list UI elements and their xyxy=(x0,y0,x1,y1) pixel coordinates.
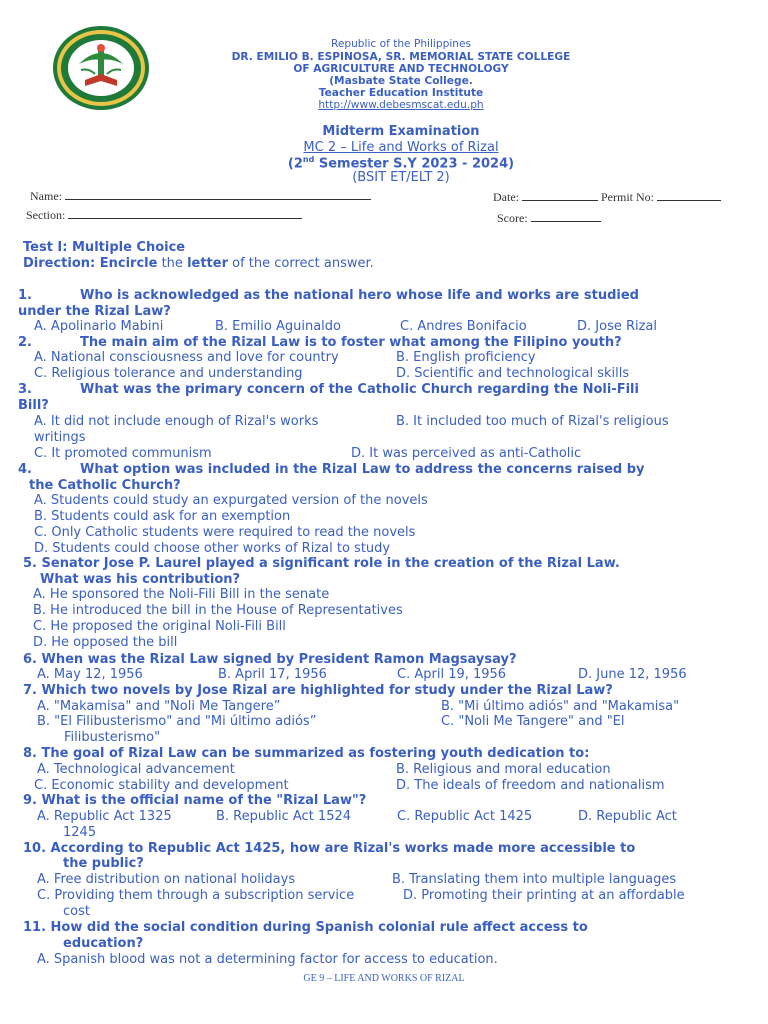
q6-text: 6. When was the Rizal Law signed by President Ramon Magsaysay? xyxy=(23,652,517,667)
q3-option-d[interactable]: D. It was perceived as anti-Catholic xyxy=(351,446,582,461)
q5-option-b[interactable]: B. He introduced the bill in the House of Representatives xyxy=(33,603,403,618)
header-college-line2: OF AGRICULTURE AND TECHNOLOGY xyxy=(293,63,509,75)
q10-text-line2: the public? xyxy=(63,856,144,871)
score-field: Score: xyxy=(497,211,601,226)
q4-option-b[interactable]: B. Students could ask for an exemption xyxy=(34,509,291,524)
header-url-link[interactable]: http://www.debesmscat.edu.ph xyxy=(318,99,484,111)
q6-option-a[interactable]: A. May 12, 1956 xyxy=(37,667,143,682)
header-college: DR. EMILIO B. ESPINOSA, SR. MEMORIAL STATE COLLEGE xyxy=(231,51,571,63)
q5-text: 5. Senator Jose P. Laurel played a significant role in the creation of the Rizal Law. xyxy=(23,556,620,571)
q3-option-b[interactable]: B. It included too much of Rizal's religious xyxy=(396,414,669,429)
q11-text: 11. How did the social condition during Spanish colonial rule affect access to xyxy=(23,920,588,935)
q2-number: 2. xyxy=(18,335,32,350)
q1-option-c[interactable]: C. Andres Bonifacio xyxy=(400,319,527,334)
q4-text: What option was included in the Rizal Law to address the concerns raised by xyxy=(80,462,645,477)
q10-option-a[interactable]: A. Free distribution on national holidays xyxy=(37,872,296,887)
q7-option-b[interactable]: B. "Mi último adiós" and "Makamisa" xyxy=(441,699,680,714)
name-input-line[interactable] xyxy=(65,189,371,200)
q5-option-d[interactable]: D. He opposed the bill xyxy=(33,635,178,650)
q6-option-c[interactable]: C. April 19, 1956 xyxy=(397,667,507,682)
q9-option-d-cont: 1245 xyxy=(63,825,97,840)
section-field: Section: xyxy=(26,208,302,223)
q11-option-a[interactable]: A. Spanish blood was not a determining factor for access to education. xyxy=(37,952,498,967)
q8-option-b[interactable]: B. Religious and moral education xyxy=(396,762,611,777)
q6-option-d[interactable]: D. June 12, 1956 xyxy=(578,667,687,682)
q5-option-c[interactable]: C. He proposed the original Noli-Fili Bill xyxy=(33,619,286,634)
q2-option-d[interactable]: D. Scientific and technological skills xyxy=(396,366,630,381)
name-field: Name: xyxy=(30,189,371,204)
test-direction: Direction: Encircle the letter of the correct answer. xyxy=(23,256,374,271)
q3-number: 3. xyxy=(18,382,32,397)
q3-option-a[interactable]: A. It did not include enough of Rizal's works xyxy=(34,414,319,429)
q10-option-d[interactable]: D. Promoting their printing at an affordable xyxy=(403,888,685,903)
q4-text-line2: the Catholic Church? xyxy=(29,478,181,493)
q7-option-a[interactable]: A. "Makamisa" and "Noli Me Tangere” xyxy=(37,699,281,714)
q2-option-a[interactable]: A. National consciousness and love for country xyxy=(34,350,339,365)
q1-text-line2: under the Rizal Law? xyxy=(18,304,171,319)
test-title: Test I: Multiple Choice xyxy=(23,240,186,255)
q4-number: 4. xyxy=(18,462,32,477)
score-input-line[interactable] xyxy=(531,211,601,222)
q1-option-b[interactable]: B. Emilio Aguinaldo xyxy=(215,319,342,334)
q4-option-c[interactable]: C. Only Catholic students were required to read the novels xyxy=(34,525,416,540)
q1-option-a[interactable]: A. Apolinario Mabini xyxy=(34,319,164,334)
exam-title: Midterm Examination xyxy=(322,124,480,139)
q8-option-d[interactable]: D. The ideals of freedom and nationalism xyxy=(396,778,665,793)
college-seal-logo xyxy=(51,24,151,112)
q7-option-d[interactable]: C. "Noli Me Tangere" and "El xyxy=(441,714,625,729)
header-institute: Teacher Education Institute xyxy=(318,87,484,99)
exam-program: (BSIT ET/ELT 2) xyxy=(352,170,450,185)
q5-text-line2: What was his contribution? xyxy=(40,572,241,587)
q9-option-b[interactable]: B. Republic Act 1524 xyxy=(216,809,352,824)
page-footer: GE 9 – LIFE AND WORKS OF RIZAL xyxy=(303,973,465,984)
q10-option-d-cont: cost xyxy=(63,904,90,919)
q11-text-line2: education? xyxy=(63,936,144,951)
q5-option-a[interactable]: A. He sponsored the Noli-Fili Bill in the senate xyxy=(33,587,330,602)
q10-text: 10. According to Republic Act 1425, how are Rizal's works made more accessible to xyxy=(23,841,636,856)
q1-number: 1. xyxy=(18,288,32,303)
q7-option-c-cont: Filibusterismo" xyxy=(64,730,161,745)
q9-option-c[interactable]: C. Republic Act 1425 xyxy=(397,809,533,824)
q8-option-c[interactable]: C. Economic stability and development xyxy=(34,778,289,793)
q6-option-b[interactable]: B. April 17, 1956 xyxy=(218,667,327,682)
q7-text: 7. Which two novels by Jose Rizal are highlighted for study under the Rizal Law? xyxy=(23,683,613,698)
date-permit-field: Date: Permit No: xyxy=(493,190,721,205)
q4-option-a[interactable]: A. Students could study an expurgated version of the novels xyxy=(34,493,428,508)
q2-text: The main aim of the Rizal Law is to foster what among the Filipino youth? xyxy=(80,335,622,350)
q8-option-a[interactable]: A. Technological advancement xyxy=(37,762,235,777)
q10-option-b[interactable]: B. Translating them into multiple languages xyxy=(392,872,677,887)
q10-option-c[interactable]: C. Providing them through a subscription service xyxy=(37,888,355,903)
header-alias: (Masbate State College. xyxy=(329,75,473,87)
exam-course: MC 2 – Life and Works of Rizal xyxy=(303,140,499,155)
q9-option-a[interactable]: A. Republic Act 1325 xyxy=(37,809,172,824)
q8-text: 8. The goal of Rizal Law can be summarized as fostering youth dedication to: xyxy=(23,746,590,761)
exam-semester: (2nd Semester S.Y 2023 - 2024) xyxy=(287,155,515,172)
q7-option-c[interactable]: B. "El Filibusterismo" and "Mi último adiós” xyxy=(37,714,317,729)
q2-option-b[interactable]: B. English proficiency xyxy=(396,350,536,365)
q3-text-line2: Bill? xyxy=(18,398,49,413)
section-input-line[interactable] xyxy=(68,208,302,219)
q2-option-c[interactable]: C. Religious tolerance and understanding xyxy=(34,366,303,381)
q3-option-c[interactable]: C. It promoted communism xyxy=(34,446,212,461)
q9-text: 9. What is the official name of the "Rizal Law"? xyxy=(23,793,367,808)
q4-option-d[interactable]: D. Students could choose other works of Rizal to study xyxy=(34,541,391,556)
q3-option-b-cont: writings xyxy=(34,430,86,445)
q9-option-d[interactable]: D. Republic Act xyxy=(578,809,677,824)
permit-input-line[interactable] xyxy=(657,190,721,201)
q1-text: Who is acknowledged as the national hero whose life and works are studied xyxy=(80,288,639,303)
date-input-line[interactable] xyxy=(522,190,598,201)
q1-option-d[interactable]: D. Jose Rizal xyxy=(577,319,658,334)
header-republic: Republic of the Philippines xyxy=(330,38,472,50)
q3-text: What was the primary concern of the Catholic Church regarding the Noli-Fili xyxy=(80,382,639,397)
